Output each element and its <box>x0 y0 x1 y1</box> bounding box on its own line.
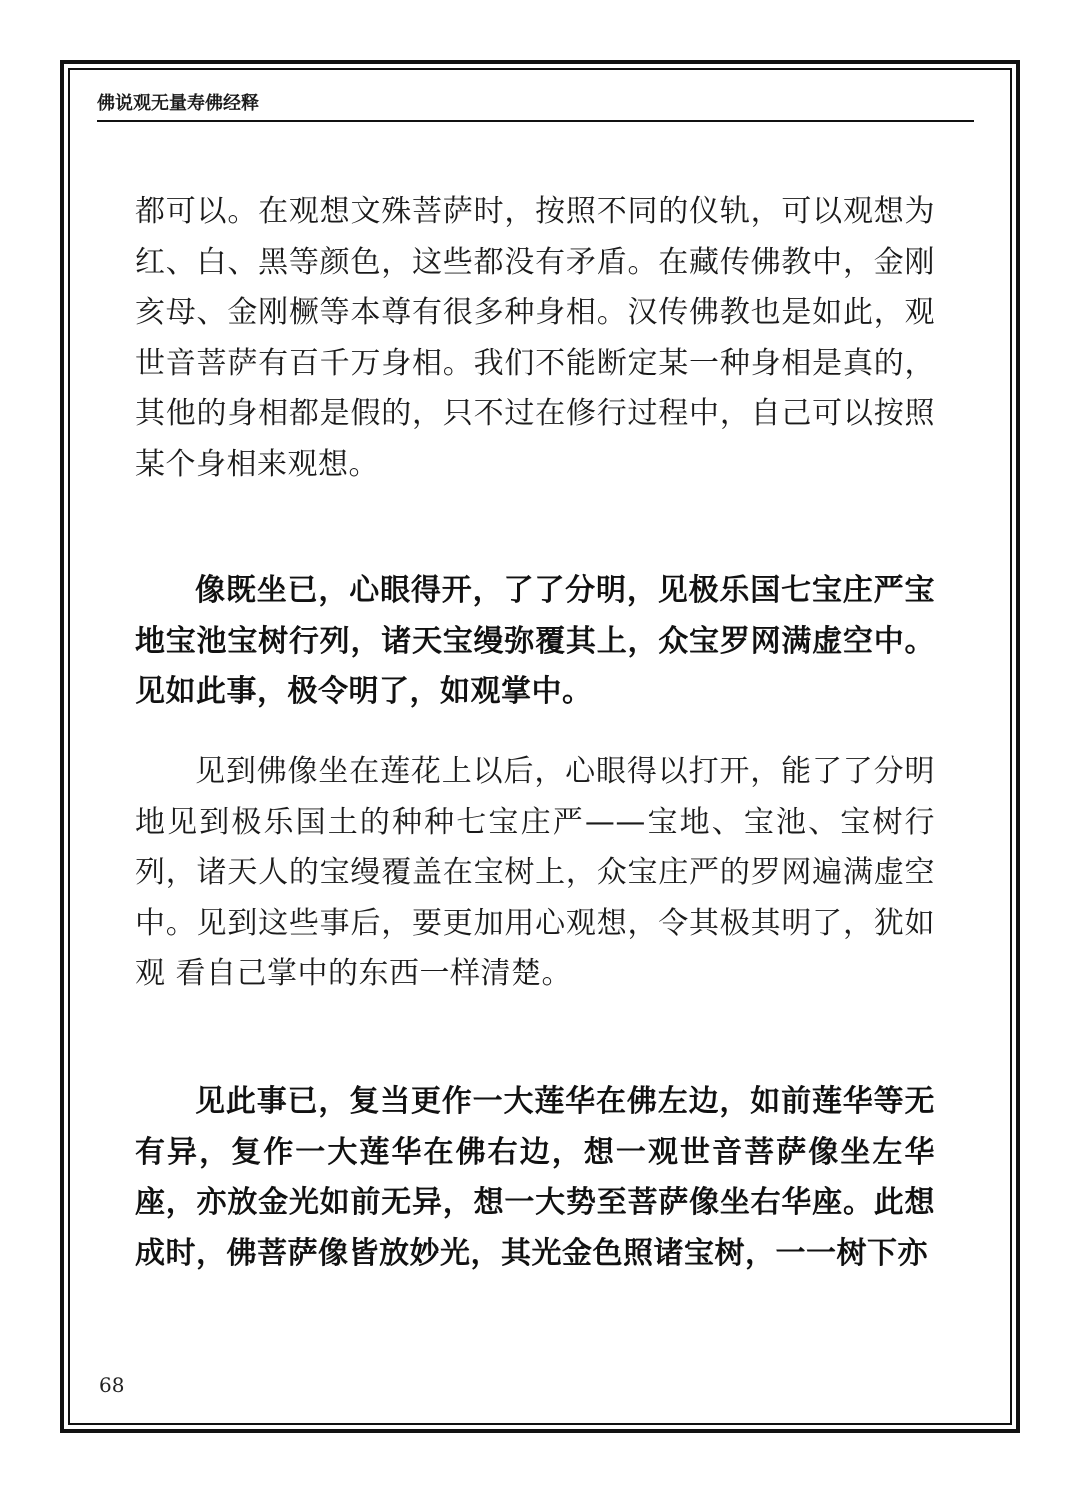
commentary-paragraph: 都可以。在观想文殊菩萨时，按照不同的仪轨，可以观想为红、白、黑等颜色，这些都没有矛盾。在藏传佛教中，金刚亥母、金刚橛等本尊有很多种身相。汉传佛教也是如此，观世音菩萨有百千万身相。我们不能断定某一种身相是真的，其他的身相都是假的，只不过在修行过程中，自己可以按照某个身相来观想。 <box>135 194 935 482</box>
sutra-passage: 像既坐已，心眼得开，了了分明，见极乐国七宝庄严宝地宝池宝树行列，诸天宝缦弥覆其上，众宝罗网满虚空中。见如此事，极令明了，如观掌中。 <box>135 573 935 709</box>
header-rule <box>97 120 974 122</box>
commentary-paragraph: 见到佛像坐在莲花上以后，心眼得以打开，能了了分明地见到极乐国土的种种七宝庄严——宝地、宝池、宝树行列，诸天人的宝缦覆盖在宝树上，众宝庄严的罗网遍满虚空中。见到这些事后，要更加用心观想，令其极其明了，犹如观 看自己掌中的东西一样清楚。 <box>135 754 935 991</box>
running-header-title: 佛说观无量寿佛经释 <box>97 93 259 114</box>
sutra-passage: 见此事已，复当更作一大莲华在佛左边，如前莲华等无有异，复作一大莲华在佛右边，想一观世音菩萨像坐左华座，亦放金光如前无异，想一大势至菩萨像坐右华座。此想成时，佛菩萨像皆放妙光，其光金色照诸宝树，一一树下亦 <box>135 1084 935 1271</box>
page-number: 68 <box>99 1373 125 1397</box>
